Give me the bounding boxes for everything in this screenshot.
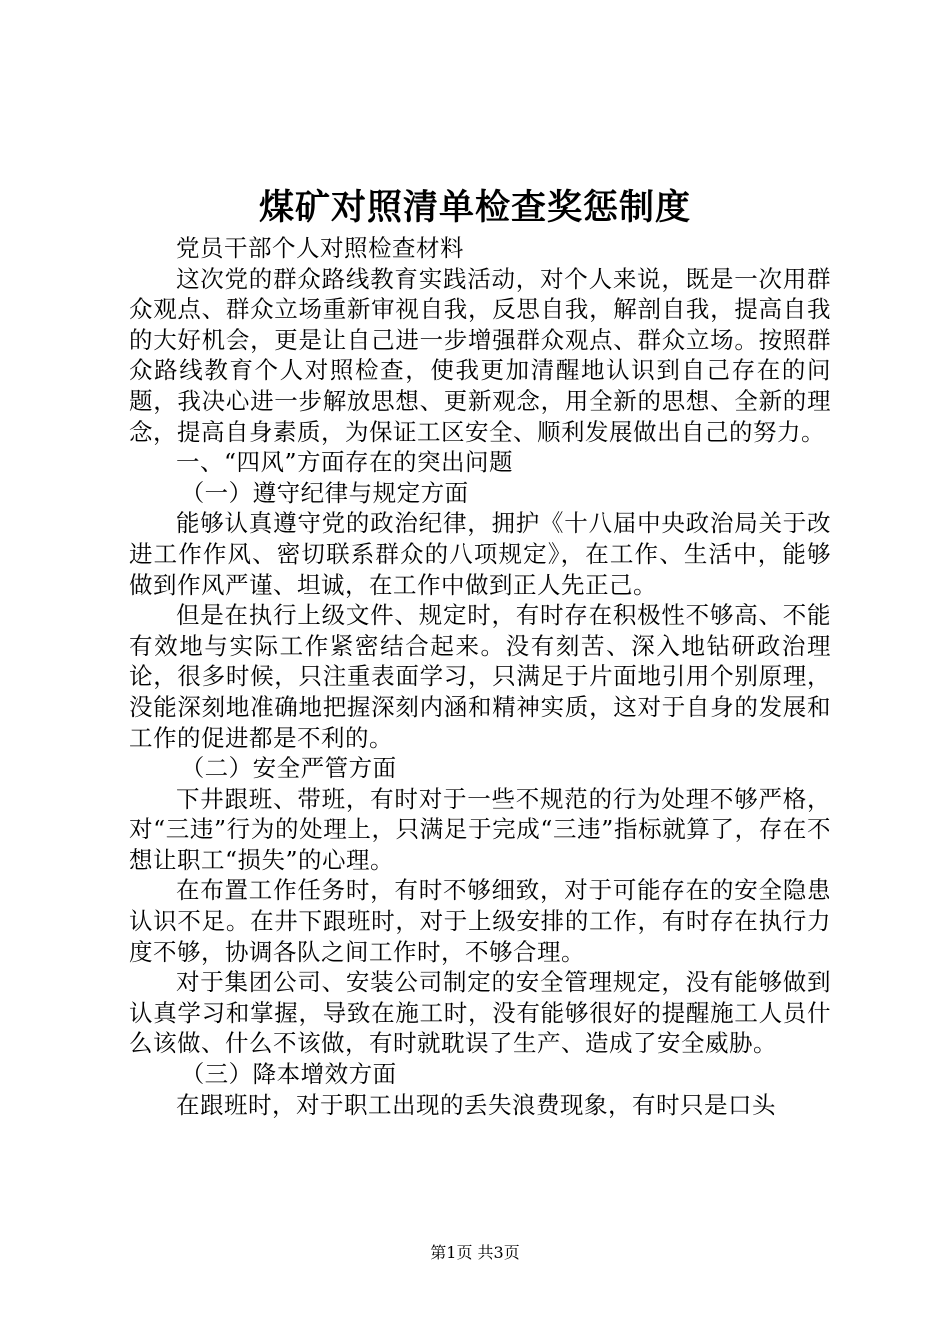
paragraph: 能够认真遵守党的政治纪律，拥护《十八届中央政治局关于改进工作作风、密切联系群众的八项规定》，在工作、生活中，能够做到作风严谨、坦诚，在工作中做到正人先正己。 [129,509,831,599]
subsection-heading: （二）安全严管方面 [180,754,397,783]
document-title: 煤矿对照清单检查奖惩制度 [258,187,691,228]
document-body [129,233,831,1120]
paragraph: 但是在执行上级文件、规定时，有时存在积极性不够高、不能有效地与实际工作紧密结合起来。没有刻苦、深入地钻研政治理论，很多时候，只注重表面学习，只满足于片面地引用个别原理，没能深刻地准确地把握深刻内涵和精神实质，这对于自身的发展和工作的促进都是不利的。 [129,601,831,752]
paragraph: 对于集团公司、安装公司制定的安全管理规定，没有能够做到认真学习和掌握，导致在施工时，没有能够很好的提醒施工人员什么该做、什么不该做，有时就耽误了生产、造成了安全威胁。 [129,968,831,1058]
subsection-heading: （三）降本增效方面 [180,1060,397,1089]
paragraph: 在跟班时，对于职工出现的丢失浪费现象，有时只是口头 [176,1090,776,1119]
paragraph: 在布置工作任务时，有时不够细致，对于可能存在的安全隐患认识不足。在井下跟班时，对于上级安排的工作，有时存在执行力度不够，协调各队之间工作时，不够合理。 [129,876,831,966]
subsection-heading: （一）遵守纪律与规定方面 [180,478,469,507]
paragraph: 下井跟班、带班，有时对于一些不规范的行为处理不够严格，对“三违”行为的处理上，只满足于完成“三违”指标就算了，存在不想让职工“损失”的心理。 [129,784,831,874]
paragraph-intro: 这次党的群众路线教育实践活动，对个人来说，既是一次用群众观点、群众立场重新审视自我，反思自我，解剖自我，提高自我的大好机会，更是让自己进一步增强群众观点、群众立场。按照群众路线教育个人对照检查，使我更加清醒地认识到自己存在的问题，我决心进一步解放思想、更新观念，用全新的思想、全新的理念，提高自身素质，为保证工区安全、顺利发展做出自己的努力。 [129,264,831,446]
page-footer: 第1页 共3页 [430,1243,520,1262]
section-heading: 一、“四风”方面存在的突出问题 [176,448,514,477]
paragraph-subtitle: 党员干部个人对照检查材料 [176,234,464,262]
